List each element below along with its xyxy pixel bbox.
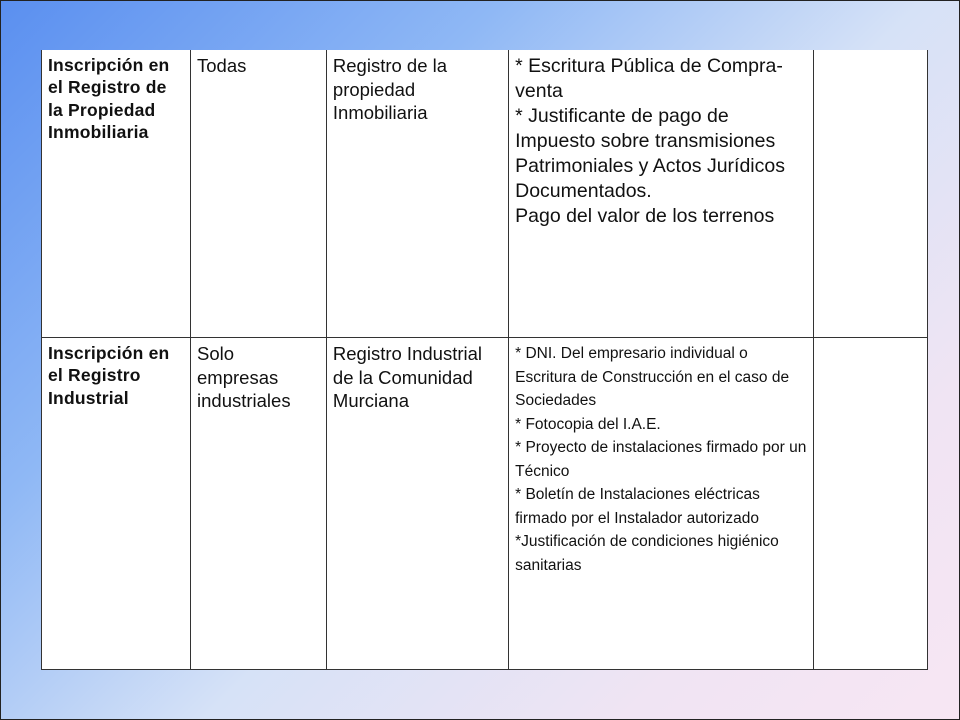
registry-text: Registro de la propiedad Inmobiliaria [332,55,448,124]
document-item: * Escritura Pública de Compra- venta [515,55,783,102]
procedures-table [41,50,928,670]
procedure-text: Inscripción en el Registro Industrial [48,343,170,408]
table-row [42,338,928,670]
table-row [42,50,928,338]
documents-cell [509,338,814,670]
registry-cell [326,50,508,338]
procedure-cell [42,338,191,670]
procedure-text: Inscripción en el Registro de la Propiedad Inmobiliaria [48,55,170,143]
notes-cell [814,50,928,338]
applies-to-text: Todas [197,55,247,76]
procedure-cell [42,50,191,338]
document-item: * Fotocopia del I.A.E. [515,415,661,433]
registry-cell [326,338,508,670]
applies-to-cell [191,50,327,338]
documents-cell [509,50,814,338]
registry-text: Registro Industrial de la Comunidad Murciana [332,343,482,412]
document-item: * DNI. Del empresario individual o Escritura de Construcción en el caso de Sociedades [515,345,790,410]
notes-cell [814,338,928,670]
applies-to-text: Solo empresas industriales [197,343,291,412]
applies-to-cell [191,338,327,670]
document-item: *Justificación de condiciones higiénico sanitarias [515,533,779,574]
document-item: * Justificante de pago de Impuesto sobre transmisiones Patrimoniales y Actos Jurídicos Documentados. [515,104,785,202]
document-item: * Proyecto de instalaciones firmado por un Técnico [515,439,807,480]
document-item: Pago del valor de los terrenos [515,204,775,227]
document-item: * Boletín de Instalaciones eléctricas firmado por el Instalador autorizado [515,486,760,527]
